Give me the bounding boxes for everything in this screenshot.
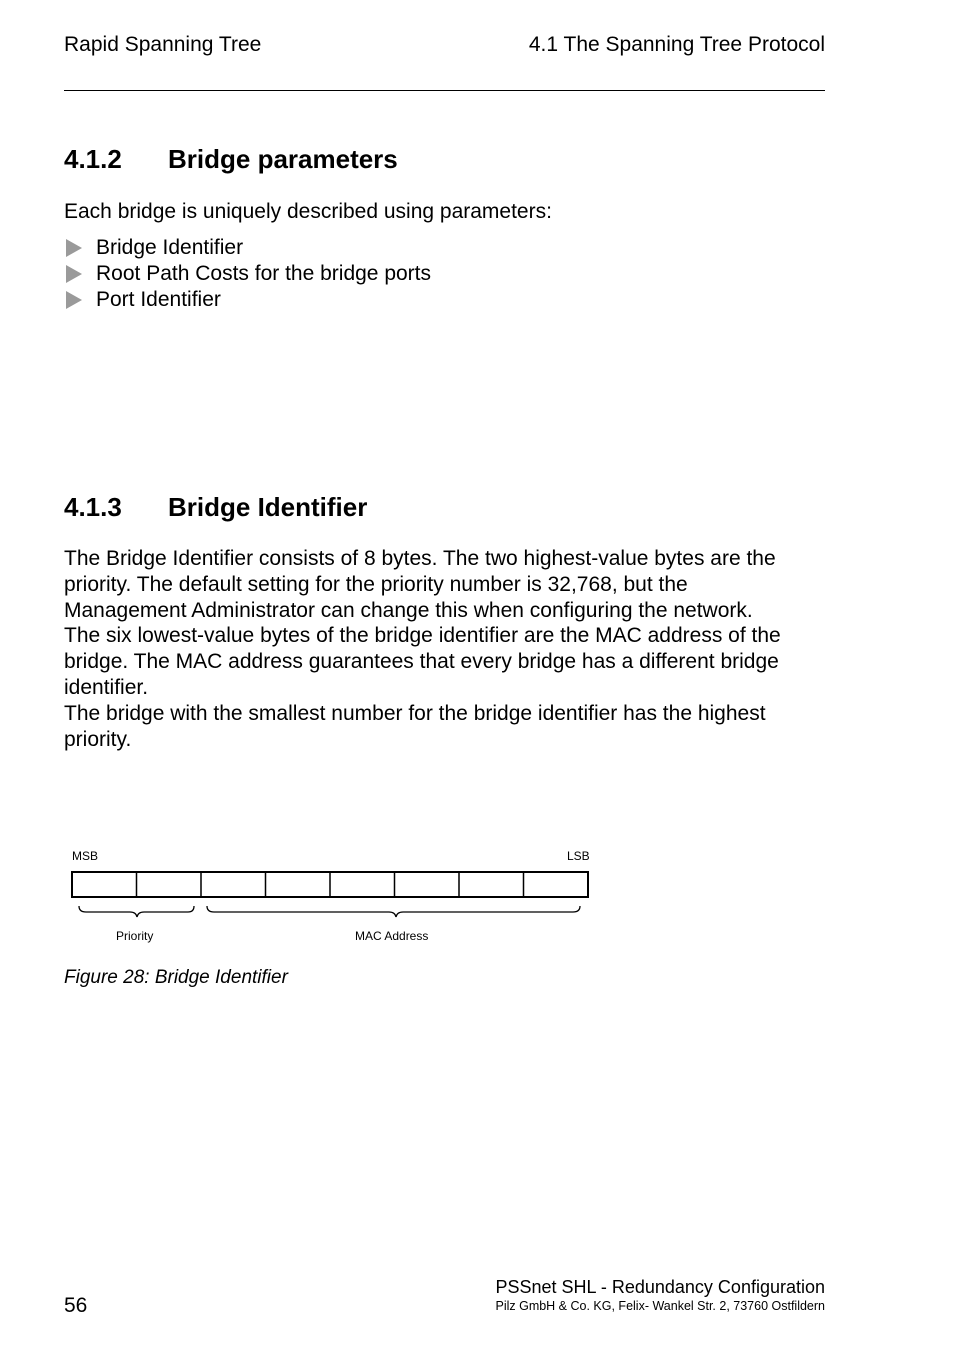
byte-cell <box>137 872 202 897</box>
lsb-label: LSB <box>567 849 590 863</box>
section-heading-bridge-parameters <box>64 144 398 174</box>
bridge-identifier-diagram <box>70 868 592 920</box>
section-number: 4.1.2 <box>64 144 122 174</box>
section-number: 4.1.3 <box>64 492 122 522</box>
running-header-chapter: Rapid Spanning Tree <box>64 33 262 56</box>
priority-brace <box>79 906 194 917</box>
footer-company-address: Pilz GmbH & Co. KG, Felix- Wankel Str. 2, 73760 Ostfildern <box>495 1299 825 1313</box>
section-title: Bridge parameters <box>168 144 398 174</box>
section-intro: Each bridge is uniquely described using parameters: <box>64 200 552 223</box>
byte-cell <box>395 872 460 897</box>
section-body-paragraph <box>64 546 834 752</box>
paragraph-line: The six lowest-value bytes of the bridge identifier are the MAC address of the <box>64 624 781 648</box>
triangle-bullet-icon <box>66 291 82 309</box>
triangle-bullet-icon <box>66 239 82 257</box>
section-heading-bridge-identifier <box>64 492 367 522</box>
byte-cell <box>459 872 524 897</box>
byte-cell <box>72 872 137 897</box>
byte-cell <box>266 872 331 897</box>
paragraph-line: priority. <box>64 727 132 751</box>
footer-document-title: PSSnet SHL - Redundancy Configuration <box>495 1277 825 1297</box>
paragraph-line: The bridge with the smallest number for the bridge identifier has the highest <box>64 701 766 725</box>
list-item: Root Path Costs for the bridge ports <box>64 261 431 287</box>
msb-label: MSB <box>72 849 99 863</box>
paragraph-line: The Bridge Identifier consists of 8 bytes. The two highest-value bytes are the <box>64 547 776 570</box>
triangle-bullet-icon <box>66 265 82 283</box>
byte-cell <box>330 872 395 897</box>
mac-address-label: MAC Address <box>355 929 429 943</box>
mac-address-brace <box>207 906 580 917</box>
section-title: Bridge Identifier <box>168 492 368 522</box>
running-header-section: 4.1 The Spanning Tree Protocol <box>528 33 825 56</box>
byte-cell <box>201 872 266 897</box>
paragraph-line: priority. The default setting for the priority number is 32,768, but the <box>64 572 688 596</box>
paragraph-line: bridge. The MAC address guarantees that every bridge has a different bridge <box>64 650 779 674</box>
byte-cells <box>72 872 588 897</box>
page-number: 56 <box>64 1294 88 1317</box>
byte-cell <box>524 872 589 897</box>
paragraph-line: Management Administrator can change this when configuring the network. <box>64 598 753 622</box>
bridge-parameter-list <box>64 235 431 313</box>
list-item: Port Identifier <box>64 287 431 313</box>
header-divider <box>64 90 825 91</box>
priority-label: Priority <box>116 929 154 943</box>
list-item: Bridge Identifier <box>64 235 431 261</box>
figure-caption: Figure 28: Bridge Identifier <box>64 967 288 988</box>
paragraph-line: identifier. <box>64 675 149 699</box>
